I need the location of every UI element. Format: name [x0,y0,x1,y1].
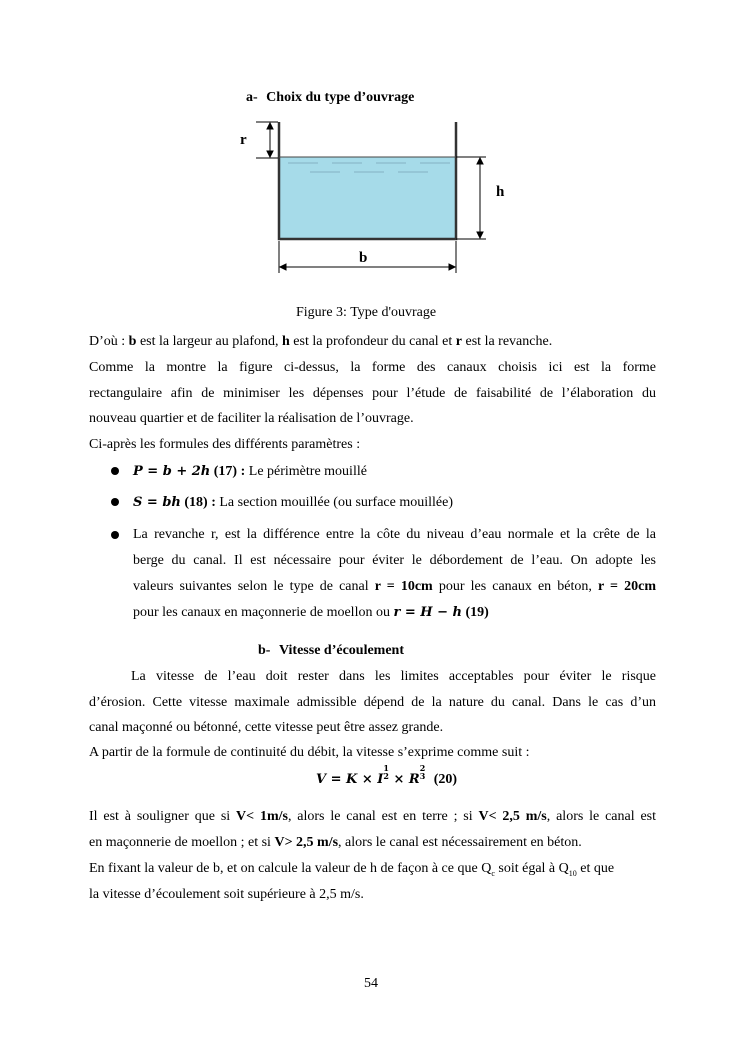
section-a-title: Choix du type d’ouvrage [266,90,415,105]
para5-line2: la vitesse d’écoulement soit supérieure à 2,5 m/s. [89,887,364,902]
para5-l1b: soit égal à Q [494,861,569,876]
label-b: b [359,250,368,266]
para1-t1: est la largeur au plafond, [136,334,282,349]
para1-r: r [455,334,463,349]
formula-19: r = H − h [393,605,462,620]
bullet-3-line2: berge du canal. Il est nécessaire pour éviter le débordement de l’eau. On adopte les [133,553,656,568]
eq20-exp1-num: 1 [383,763,389,773]
bullet-3-l3c: pour les canaux en béton, [438,579,598,594]
para3-line1: La vitesse de l’eau doit rester dans les limites acceptables pour éviter le risque [131,669,656,684]
bullet-3-l4a: pour les canaux en maçonnerie de moellon ou [133,605,394,620]
bullet-dot-2 [111,498,119,506]
para4-l2a: en maçonnerie de moellon ; et si [89,835,275,850]
page-number: 54 [364,976,378,991]
para4-l1a: Il est à souligner que si [89,809,237,824]
para4-l2c: , alors le canal est nécessairement en béton. [338,835,582,850]
para5-line1 [89,857,656,886]
bullet-3-l3a: valeurs suivantes selon le type de canal [133,579,375,594]
bullet-dot-3 [111,531,119,539]
formula-17-num: (17) : [210,464,246,479]
eq20-exp1-den: 2 [383,771,389,781]
eq20-lhs: V = K × I [316,772,384,787]
eq20-exp2-den: 3 [419,771,426,781]
continuity-intro: A partir de la formule de continuité du débit, la vitesse s’exprime comme suit : [89,745,530,760]
section-a-label: a- [246,90,258,105]
water-area [279,157,455,238]
b-arrow [279,241,456,273]
para5-sub-c: c [491,868,495,878]
bullet-1-text: Le périmètre mouillé [245,464,367,479]
para4-l1e: , alors le canal est [546,809,657,824]
para3-line3: canal maçonné ou bétonné, cette vitesse peut être assez grande. [89,720,444,735]
eq20-exp2-num: 2 [419,763,426,773]
para3-line2: d’érosion. Cette vitesse maximale admissible dépend de la nature du canal. Dans le cas d’un [89,695,656,710]
formula-17: P = b + 2h [133,464,211,479]
section-a-heading [246,88,414,108]
r-arrow [256,122,278,158]
para1-t2: est la profondeur du canal et [289,334,456,349]
label-r: r [240,132,247,148]
bullet-2-text: La section mouillée (ou surface mouillée) [215,495,454,510]
bullet-3-line4 [133,601,656,625]
bullet-3-l3b: r = 10cm [374,579,433,594]
equation-20 [316,763,458,792]
bullet-1 [133,460,656,484]
para4-l1b: V< 1m/s [236,809,288,824]
para1-t3: est la revanche. [462,334,553,349]
section-b-title: Vitesse d’écoulement [278,643,405,658]
eq20-num: (20) [433,772,458,787]
formula-19-num: (19) [461,605,489,620]
bullet-3-line3 [133,575,656,599]
bullet-2 [133,491,656,515]
para4-l1d: V< 2,5 m/s [478,809,547,824]
para5-sub-10: 10 [568,868,577,878]
para4-line1 [89,805,656,829]
figure-caption: Figure 3: Type d'ouvrage [296,305,437,320]
para5-l1a: En fixant la valeur de b, et on calcule la valeur de h de façon à ce que Q [89,861,492,876]
label-h: h [496,184,505,200]
h-arrow [456,157,486,239]
para1-prefix: D’où : [89,334,129,349]
eq20-mid: × R [388,772,420,787]
bullet-3-l3d: r = 20cm [597,579,656,594]
bullet-3-line1: La revanche r, est la différence entre la côte du niveau d’eau normale et la crête de la [133,527,656,542]
formula-18: S = bh [133,495,181,510]
para1-h: h [282,334,290,349]
section-b-heading [258,641,404,661]
formulas-intro: Ci-après les formules des différents paramètres : [89,437,361,452]
formula-18-num: (18) : [180,495,216,510]
para4-line2 [89,831,656,855]
para2-line3: nouveau quartier et de faciliter la réalisation de l’ouvrage. [89,411,414,426]
para1-b: b [128,334,137,349]
para1 [89,330,656,354]
channel-figure [230,115,510,275]
para4-l1c: , alors le canal est en terre ; si [287,809,479,824]
eq20-exp2 [420,764,426,780]
para4-l2b: V> 2,5 m/s [274,835,339,850]
para2-line1: Comme la montre la figure ci-dessus, la forme des canaux choisis ici est la forme [89,360,656,375]
para5-l1c: et que [576,861,615,876]
section-b-label: b- [258,643,271,658]
bullet-dot-1 [111,467,119,475]
para2-line2: rectangulaire afin de minimiser les dépenses pour l’étude de faisabilité de l’élaboration du [89,386,656,401]
